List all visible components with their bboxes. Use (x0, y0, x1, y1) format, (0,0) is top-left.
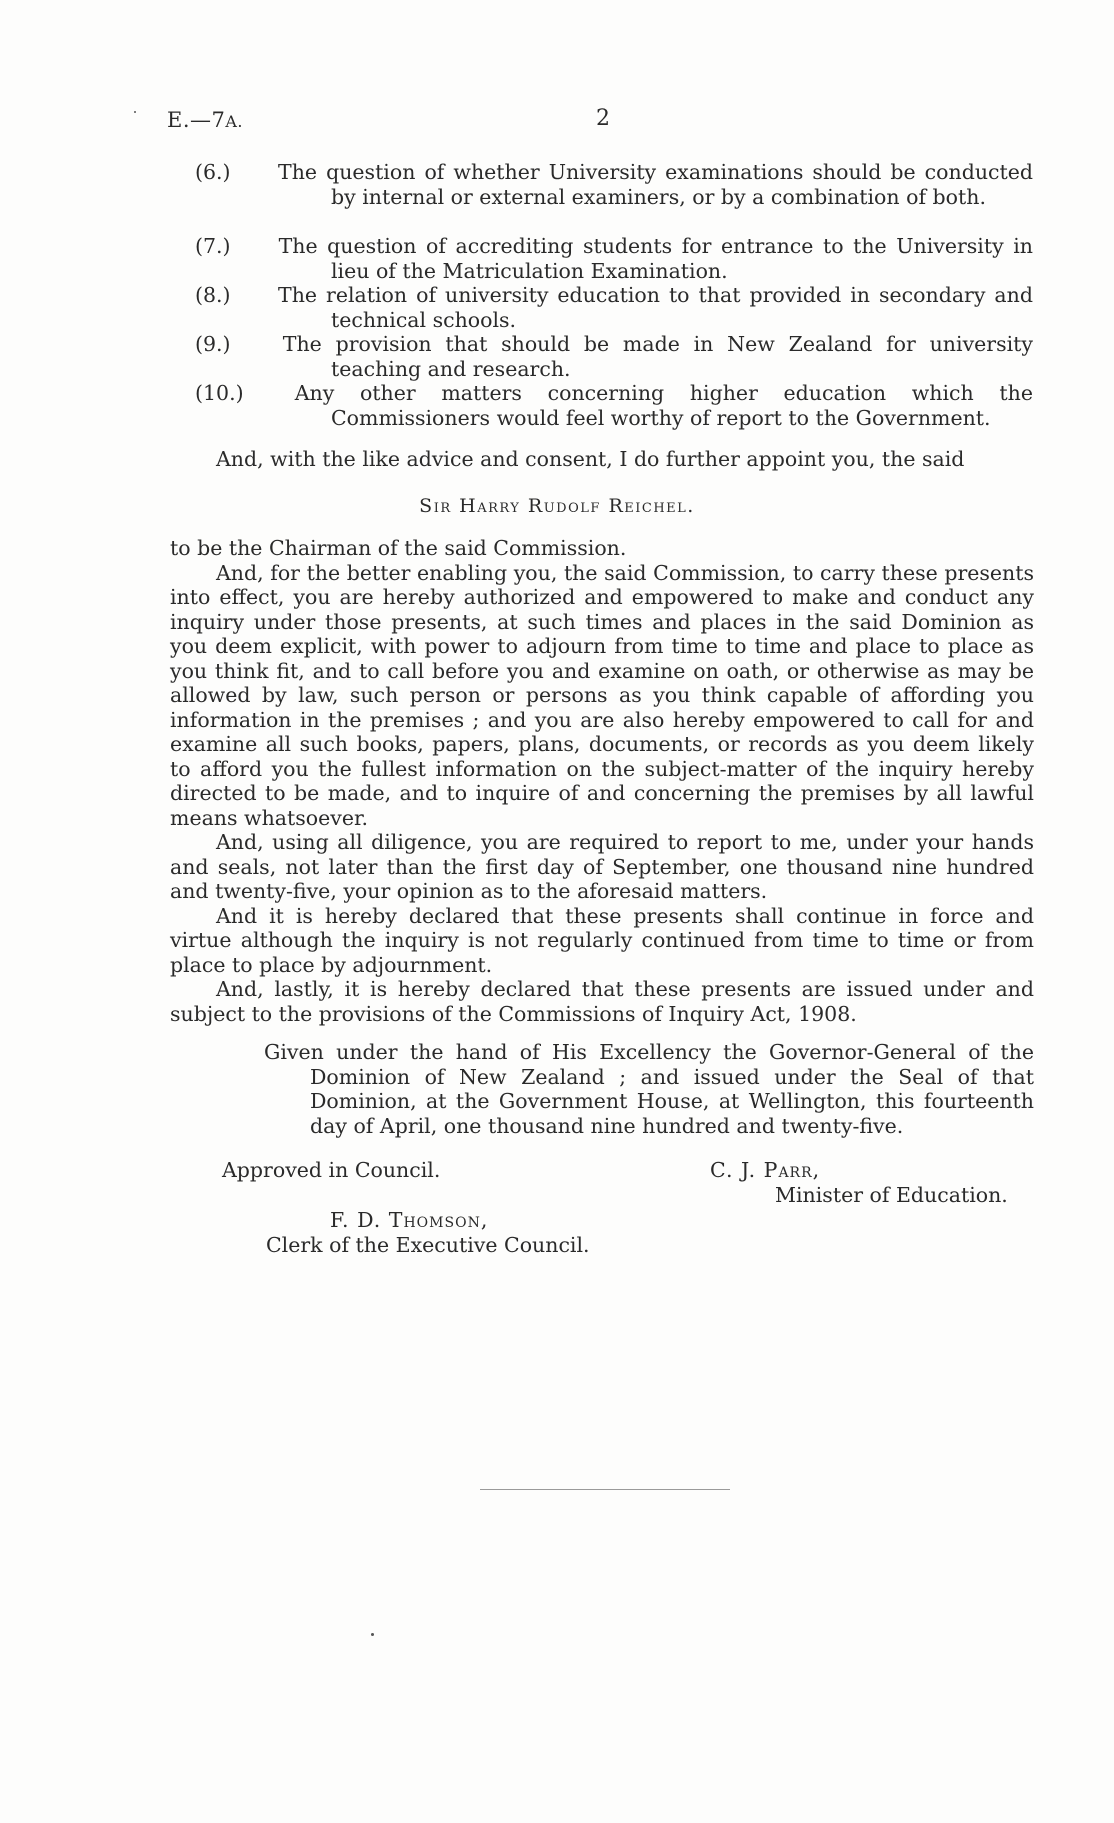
list-item: (9.) The provision that should be made in New Zealand for university teaching and research. (195, 332, 1033, 381)
minister-name: C. J. Parr, (710, 1158, 821, 1182)
approved-in-council: Approved in Council. (222, 1158, 441, 1182)
list-item: (10.) Any other matters concerning higher education which the Commissioners would feel worthy of report to the Government. (195, 381, 1033, 430)
commission-body (170, 536, 1034, 1026)
body-paragraph: And, lastly, it is hereby declared that these presents are issued under and subject to the provisions of the Commissions of Inquiry Act, 1908. (170, 977, 1034, 1026)
body-paragraph: And it is hereby declared that these presents shall continue in force and virtue although the inquiry is not regularly continued from time to time or from place to place by adjournment. (170, 903, 1034, 977)
scan-speck (134, 111, 136, 113)
body-paragraph: to be the Chairman of the said Commission. (170, 536, 627, 560)
given-paragraph: Given under the hand of His Excellency the Governor-General of the Dominion of New Zealand ; and issued under the Seal of that Dominion, at the Government House, at Wellington, this fourteenth day of April, one thousand nine hundred and twenty-five. (264, 1040, 1034, 1138)
list-item-text: The provision that should be made in New Zealand for university teaching and research. (282, 332, 1033, 381)
appoint-paragraph: And, with the like advice and consent, I do further appoint you, the said (216, 447, 965, 471)
list-item-text: The question of accrediting students for entrance to the University in lieu of the Matriculation Examination. (278, 234, 1033, 283)
document-code (167, 108, 243, 132)
list-item-text: Any other matters concerning higher education which the Commissioners would feel worthy of report to the Government. (294, 381, 1033, 430)
document-code-suffix: A. (225, 112, 244, 131)
closing-rule (480, 1489, 730, 1490)
body-paragraph: And, for the better enabling you, the said Commission, to carry these presents into effect, you are hereby authorized and empowered to make and conduct any inquiry under those presents, at such times and places in the said Dominion as you deem explicit, with power to adjourn from time to time and place to place as you think fit, and to call before you and examine on oath, or otherwise as may be allowed by law, such person or persons as you think capable of affording you information in the premises ; and you are also hereby empowered to call for and examine all such books, papers, plans, documents, or records as you deem likely to afford you the fullest information on the subject-matter of the inquiry hereby directed to be made, and to inquire of and concerning the premises by all lawful means whatsoever. (170, 560, 1034, 830)
document-code-prefix: E.—7 (167, 108, 226, 132)
list-item: (6.) The question of whether University examinations should be conducted by internal or external examiners, or by a combination of both. (195, 160, 1033, 209)
list-item-text: The question of whether University examinations should be conducted by internal or external examiners, or by a combination of both. (278, 160, 1033, 209)
given-under-hand (264, 1040, 1034, 1138)
clerk-name: F. D. Thomson, (330, 1208, 489, 1232)
minister-title: Minister of Education. (775, 1183, 1008, 1207)
list-item: (7.) The question of accrediting students for entrance to the University in lieu of the Matriculation Examination. (195, 234, 1033, 283)
page-number: 2 (596, 106, 610, 131)
scan-speck (371, 1633, 374, 1636)
chairman-name: Sir Harry Rudolf Reichel. (419, 495, 695, 517)
clerk-title: Clerk of the Executive Council. (266, 1233, 590, 1257)
list-item-text: The relation of university education to that provided in secondary and technical schools. (278, 283, 1033, 332)
body-paragraph: And, using all diligence, you are required to report to me, under your hands and seals, not later than the first day of September, one thousand nine hundred and twenty-five, your opinion as to the aforesaid matters. (170, 830, 1034, 903)
list-item: (8.) The relation of university education to that provided in secondary and technical schools. (195, 283, 1033, 332)
